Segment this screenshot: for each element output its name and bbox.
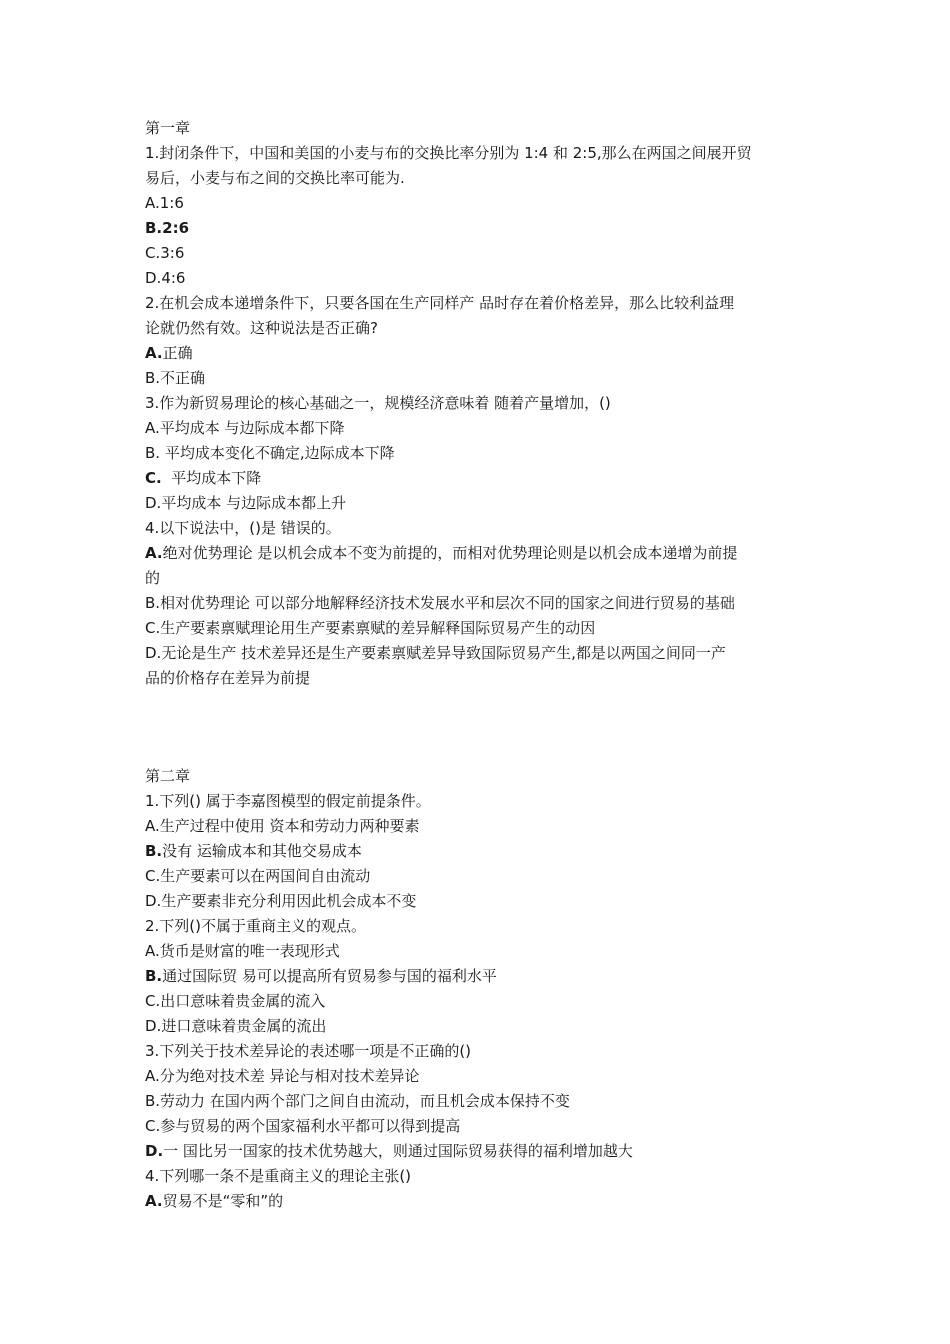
ch2-q3-option-b: B.劳动力 在国内两个部门之间自由流动，而且机会成本保持不变 bbox=[145, 1092, 570, 1110]
ch2-q3-stem: 3.下列关于技术差异论的表述哪一项是不正确的() bbox=[145, 1042, 472, 1060]
ch1-q4-option-b: B.相对优势理论 可以部分地解释经济技术发展水平和层次不同的国家之间进行贸易的基础 bbox=[145, 594, 735, 612]
ch1-q4-option-c: C.生产要素禀赋理论用生产要素禀赋的差异解释国际贸易产生的动因 bbox=[145, 619, 596, 637]
ch1-q4-stem: 4.以下说法中，()是 错误的。 bbox=[145, 519, 341, 537]
ch1-q2-option-a-key: A. bbox=[145, 344, 163, 362]
ch2-q3-option-d bbox=[145, 1139, 815, 1164]
ch2-q3-option-a: A.分为绝对技术差 异论与相对技术差异论 bbox=[145, 1067, 420, 1085]
ch1-q3-option-c-key: C. bbox=[145, 469, 162, 487]
ch2-q1-option-b-text: 没有 运输成本和其他交易成本 bbox=[162, 842, 362, 860]
ch1-q2-option-a bbox=[145, 341, 815, 366]
ch1-q3-option-a: A.平均成本 与边际成本都下降 bbox=[145, 419, 345, 437]
ch1-q4-option-a-line1 bbox=[145, 541, 815, 566]
ch1-q2-option-a-text: 正确 bbox=[162, 344, 193, 362]
ch1-q2-stem-line2: 论就仍然有效。这种说法是否正确? bbox=[145, 319, 378, 337]
chapter-1-title: 第一章 bbox=[145, 119, 191, 137]
ch2-q2-option-a: A.货币是财富的唯一表现形式 bbox=[145, 942, 340, 960]
ch2-q4-option-a-key: A. bbox=[145, 1192, 163, 1210]
ch1-q3-option-b: B. 平均成本变化不确定,边际成本下降 bbox=[145, 444, 395, 462]
ch1-q1-stem-line1: 1.封闭条件下，中国和美国的小麦与布的交换比率分别为 1:4 和 2:5,那么在两国之间展开贸 bbox=[145, 144, 752, 162]
ch1-q4-option-a-key: A. bbox=[145, 544, 163, 562]
ch2-q1-option-b bbox=[145, 839, 815, 864]
ch1-q4-option-d-line1: D.无论是生产 技术差异还是生产要素禀赋差异导致国际贸易产生,都是以两国之间同一产 bbox=[145, 644, 726, 662]
ch2-q2-option-d: D.进口意味着贵金属的流出 bbox=[145, 1017, 327, 1035]
ch1-q2-option-b: B.不正确 bbox=[145, 369, 206, 387]
ch1-q3-option-c bbox=[145, 466, 815, 491]
ch1-q3-option-d: D.平均成本 与边际成本都上升 bbox=[145, 494, 347, 512]
ch2-q3-option-c: C.参与贸易的两个国家福利水平都可以得到提高 bbox=[145, 1117, 461, 1135]
ch2-q4-option-a bbox=[145, 1189, 815, 1214]
ch2-q1-option-d: D.生产要素非充分利用因此机会成本不变 bbox=[145, 892, 417, 910]
ch1-q4-option-a-line2: 的 bbox=[145, 569, 161, 587]
ch1-q1-stem-line2: 易后，小麦与布之间的交换比率可能为. bbox=[145, 169, 405, 187]
ch1-q2-stem-line1: 2.在机会成本递增条件下，只要各国在生产同样产 品时存在着价格差异，那么比较利益理 bbox=[145, 294, 735, 312]
ch1-q1-option-a: A.1:6 bbox=[145, 194, 184, 212]
ch2-q3-option-d-text: 一 国比另一国家的技术优势越大，则通过国际贸易获得的福利增加越大 bbox=[163, 1142, 633, 1160]
ch1-q4-option-a-text1: 绝对优势理论 是以机会成本不变为前提的，而相对优势理论则是以机会成本递增为前提 bbox=[162, 544, 738, 562]
ch2-q4-stem: 4.下列哪一条不是重商主义的理论主张() bbox=[145, 1167, 412, 1185]
ch2-q2-option-b bbox=[145, 964, 815, 989]
ch2-q1-stem: 1.下列() 属于李嘉图模型的假定前提条件。 bbox=[145, 792, 431, 810]
ch1-q4-option-d-line2: 品的价格存在差异为前提 bbox=[145, 669, 311, 687]
ch2-q1-option-c: C.生产要素可以在两国间自由流动 bbox=[145, 867, 371, 885]
ch1-q1-option-b-answer: B.2:6 bbox=[145, 219, 190, 237]
ch1-q3-option-c-text: 平均成本下降 bbox=[161, 469, 262, 487]
chapter-2-title: 第二章 bbox=[145, 767, 191, 785]
ch1-q3-stem: 3.作为新贸易理论的核心基础之一，规模经济意味着 随着产量增加，() bbox=[145, 394, 611, 412]
ch2-q2-option-b-key: B. bbox=[145, 967, 163, 985]
ch2-q1-option-a: A.生产过程中使用 资本和劳动力两种要素 bbox=[145, 817, 420, 835]
ch1-q1-option-c: C.3:6 bbox=[145, 244, 185, 262]
ch2-q2-option-c: C.出口意味着贵金属的流入 bbox=[145, 992, 326, 1010]
ch2-q2-stem: 2.下列()不属于重商主义的观点。 bbox=[145, 917, 367, 935]
ch2-q4-option-a-text: 贸易不是“零和”的 bbox=[162, 1192, 284, 1210]
ch2-q3-option-d-key: D. bbox=[145, 1142, 164, 1160]
ch2-q2-option-b-text: 通过国际贸 易可以提高所有贸易参与国的福利水平 bbox=[162, 967, 497, 985]
ch1-q1-option-d: D.4:6 bbox=[145, 269, 186, 287]
ch2-q1-option-b-key: B. bbox=[145, 842, 163, 860]
